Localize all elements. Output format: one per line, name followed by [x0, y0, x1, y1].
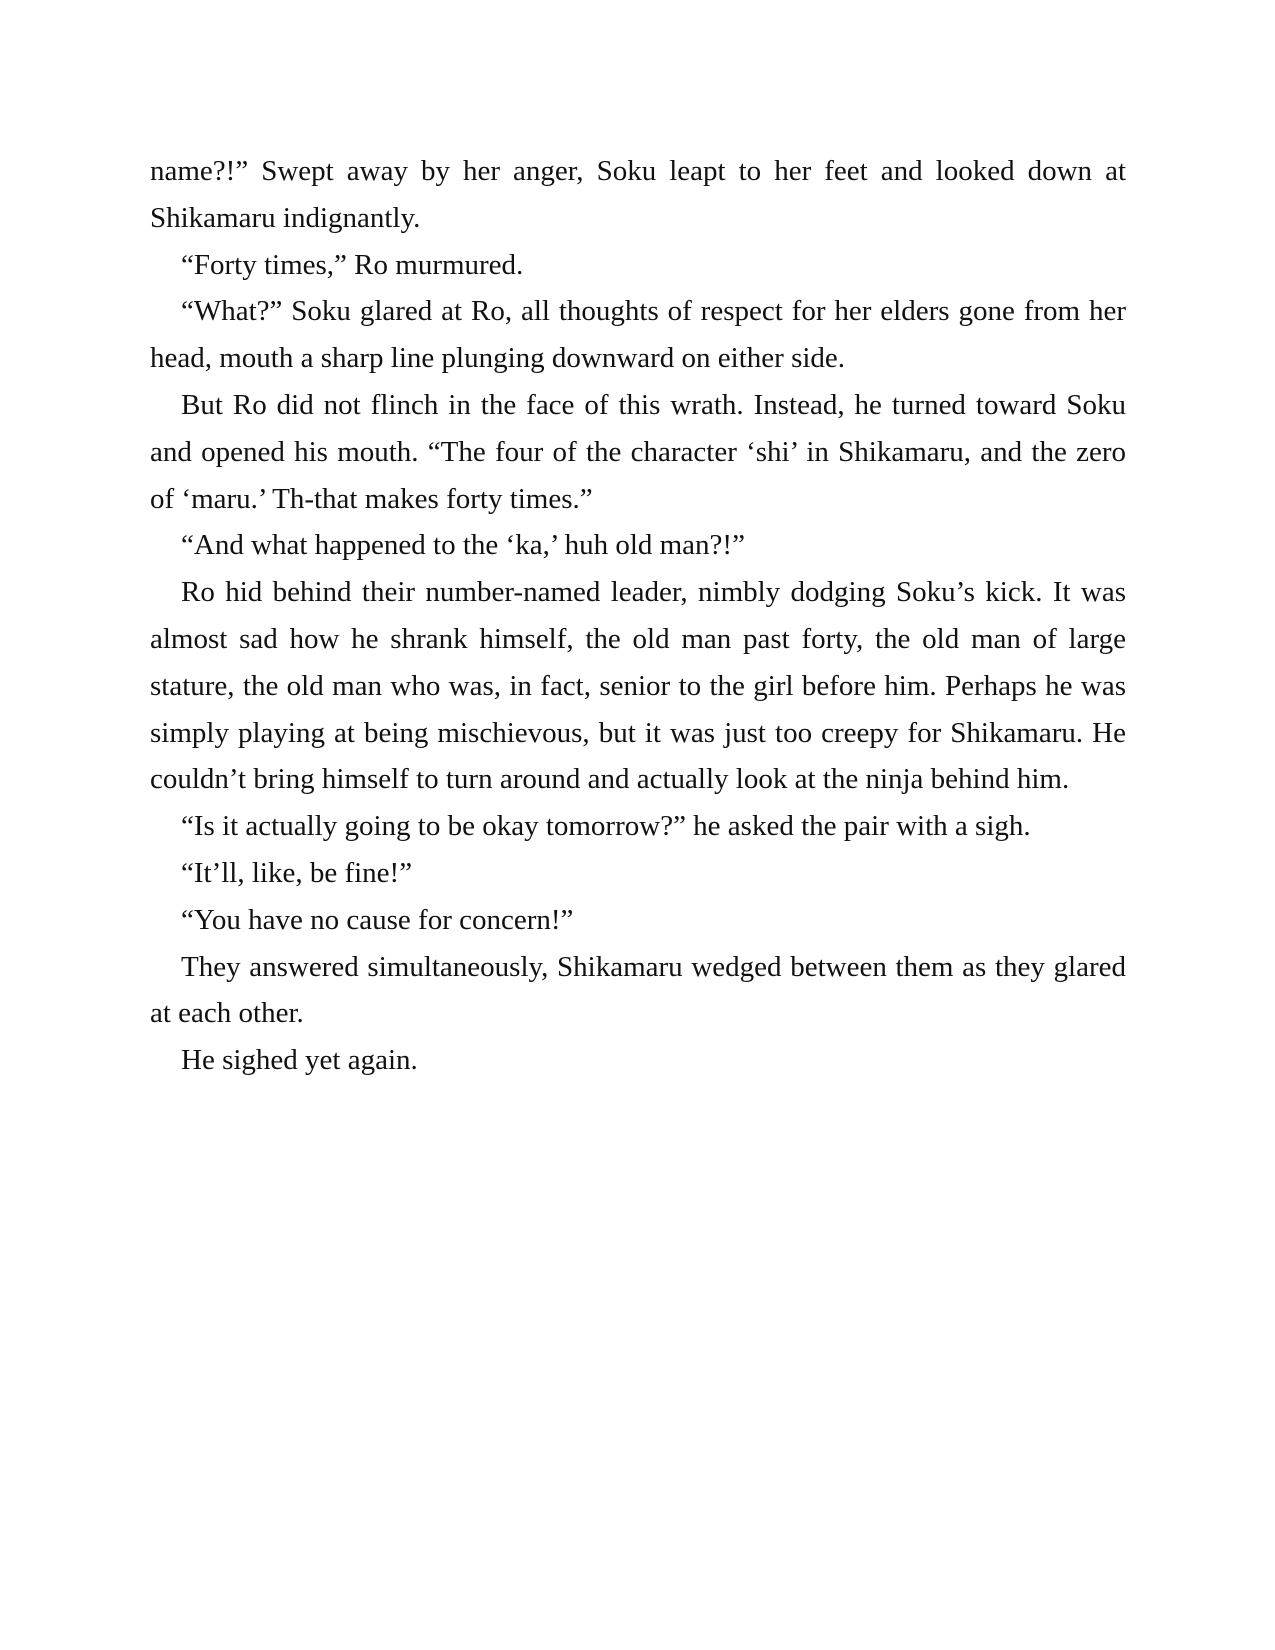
- paragraph: “Forty times,” Ro murmured.: [181, 248, 524, 281]
- body-text: [150, 148, 1126, 1084]
- paragraph: name?!” Swept away by her anger, Soku leapt to her feet and looked down at Shikamaru indignantly.: [150, 155, 1126, 234]
- paragraph: “You have no cause for concern!”: [181, 903, 574, 936]
- paragraph: “Is it actually going to be okay tomorrow?” he asked the pair with a sigh.: [181, 810, 1031, 843]
- paragraph: They answered simultaneously, Shikamaru wedged between them as they glared at each other.: [150, 950, 1126, 1030]
- paragraph: “It’ll, like, be fine!”: [181, 856, 413, 889]
- paragraph: But Ro did not flinch in the face of this wrath. Instead, he turned toward Soku and opened his mouth. “The four of the character ‘shi’ in Shikamaru, and the zero of ‘maru.’ Th-that makes forty times.”: [150, 388, 1126, 515]
- paragraph: Ro hid behind their number-named leader, nimbly dodging Soku’s kick. It was almost sad how he shrank himself, the old man past forty, the old man of large stature, the old man who was, in fact, senior to the girl before him. Perhaps he was simply playing at being mischievous, but it was just too creepy for Shikamaru. He couldn’t bring himself to turn around and actually look at the ninja behind him.: [150, 576, 1126, 796]
- paragraph: “And what happened to the ‘ka,’ huh old man?!”: [181, 529, 745, 562]
- paragraph: “What?” Soku glared at Ro, all thoughts of respect for her elders gone from her head, mouth a sharp line plunging downward on either side.: [150, 295, 1126, 375]
- paragraph: He sighed yet again.: [181, 1044, 418, 1077]
